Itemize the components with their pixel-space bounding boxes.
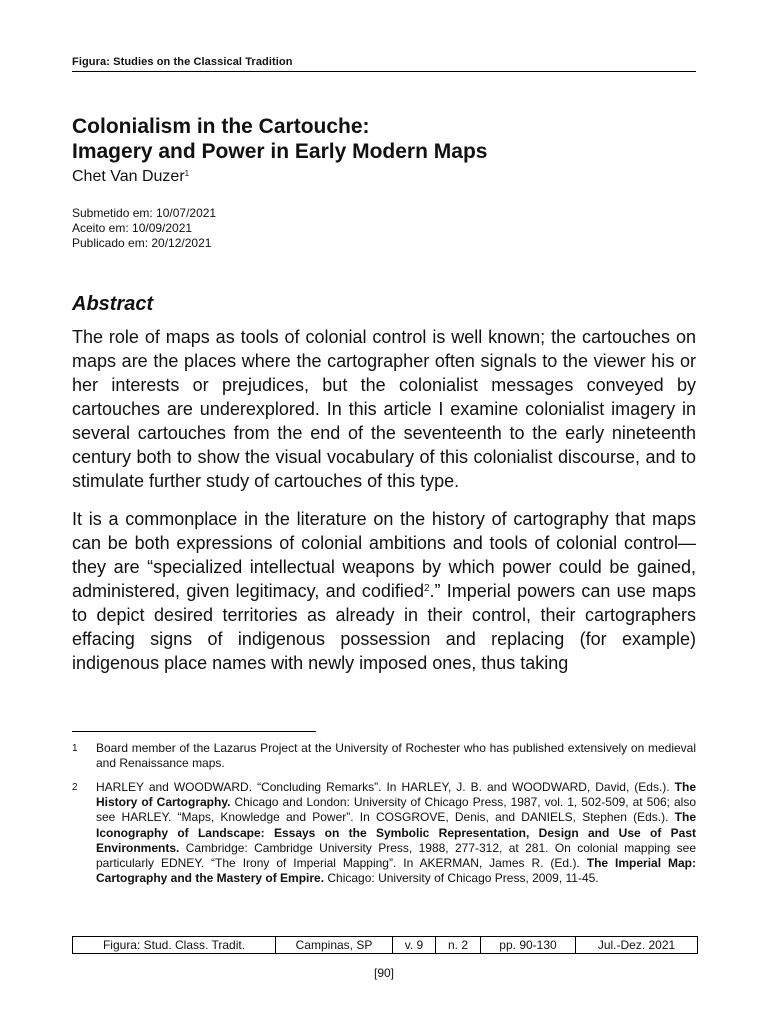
page-number: [90] bbox=[373, 966, 394, 980]
book-title: The Imperial Map: Cartography and the Mastery of Empire. bbox=[96, 856, 696, 886]
footnote-1 bbox=[72, 741, 696, 771]
footnote-citation-text: Chicago and London: University of Chicago Press, 1987, vol. 1, 502-509, at 506; also see HARLEY. “Maps, Knowledge and Power”. In COSGROVE, Denis, and DANIELS, Stephen (Eds.). bbox=[96, 795, 697, 825]
abstract-paragraph: The role of maps as tools of colonial control is well known; the cartouches on maps are the places where the cartographer often signals to the viewer his or her interests or prejudices, but the colonialist messages conveyed by cartouches are underexplored. In this article I examine colonialist imagery in several cartouches from the end of the seventeenth to the early nineteenth century both to show the visual vocabulary of this colonialist discourse, and to stimulate further study of cartouches of this type. bbox=[72, 327, 696, 491]
footnote-divider bbox=[72, 731, 316, 732]
abstract-heading: Abstract bbox=[72, 293, 154, 315]
table-row bbox=[73, 937, 698, 954]
accepted-date: Aceito em: 10/09/2021 bbox=[72, 221, 193, 235]
submission-dates bbox=[72, 206, 216, 251]
title-block bbox=[72, 114, 696, 186]
title-line-1: Colonialism in the Cartouche: bbox=[72, 115, 370, 138]
footnote-text: Board member of the Lazarus Project at the University of Rochester who has published extensively on medieval and Renaissance maps. bbox=[96, 741, 696, 771]
footnote-citation-text: Cambridge: Cambridge University Press, 1988, 277-312, at 281. On colonial mapping see particularly EDNEY. “The Irony of Imperial Mapping”. In AKERMAN, James R. (Ed.). bbox=[96, 840, 696, 871]
author-line bbox=[72, 164, 696, 186]
body-paragraph bbox=[72, 507, 696, 675]
issue-cell: n. 2 bbox=[436, 937, 481, 954]
running-head: Figura: Studies on the Classical Tradition bbox=[72, 56, 696, 72]
footnote-text bbox=[96, 780, 696, 886]
footnote-number: 1 bbox=[72, 743, 78, 754]
footnote-marker-2[interactable]: 2 bbox=[423, 583, 430, 594]
period-cell: Jul.-Dez. 2021 bbox=[576, 937, 698, 954]
book-title: The Iconography of Landscape: Essays on the Symbolic Representation, Design and Use of Past Environments. bbox=[96, 810, 696, 855]
journal-info-table bbox=[72, 936, 698, 954]
footnote-2 bbox=[72, 780, 696, 886]
submitted-date: Submetido em: 10/07/2021 bbox=[72, 206, 217, 220]
book-title: The History of Cartography. bbox=[96, 780, 696, 810]
author-name: Chet Van Duzer bbox=[72, 168, 185, 185]
footnote-citation-text: Chicago: University of Chicago Press, 2009, 11-45. bbox=[324, 871, 599, 886]
volume-cell: v. 9 bbox=[393, 937, 436, 954]
place-cell: Campinas, SP bbox=[276, 937, 393, 954]
paragraph-text-part-1: It is a commonplace in the literature on the history of cartography that maps can be both expressions of colonial ambitions and tools of colonial control—they are “specialized intellectual weapons by which power could be gained, administered, given legitimacy, and codified bbox=[72, 509, 696, 601]
paragraph-text-part-2: .” Imperial powers can use maps to depict desired territories as already in their control, their cartographers effacing signs of indigenous possession and replacing (for example) indigenous place names with newly imposed ones, thus taking bbox=[72, 581, 696, 673]
footnote-number: 2 bbox=[72, 782, 78, 793]
article-title bbox=[72, 114, 696, 164]
author-note-marker[interactable]: 1 bbox=[184, 169, 190, 178]
pages-cell: pp. 90-130 bbox=[481, 937, 576, 954]
journal-name-cell: Figura: Stud. Class. Tradit. bbox=[73, 937, 276, 954]
footnote-citation-text: HARLEY and WOODWARD. “Concluding Remarks”. In HARLEY, J. B. and WOODWARD, David, (Eds.). bbox=[96, 780, 675, 794]
title-line-2: Imagery and Power in Early Modern Maps bbox=[72, 140, 488, 163]
published-date: Publicado em: 20/12/2021 bbox=[72, 236, 212, 250]
